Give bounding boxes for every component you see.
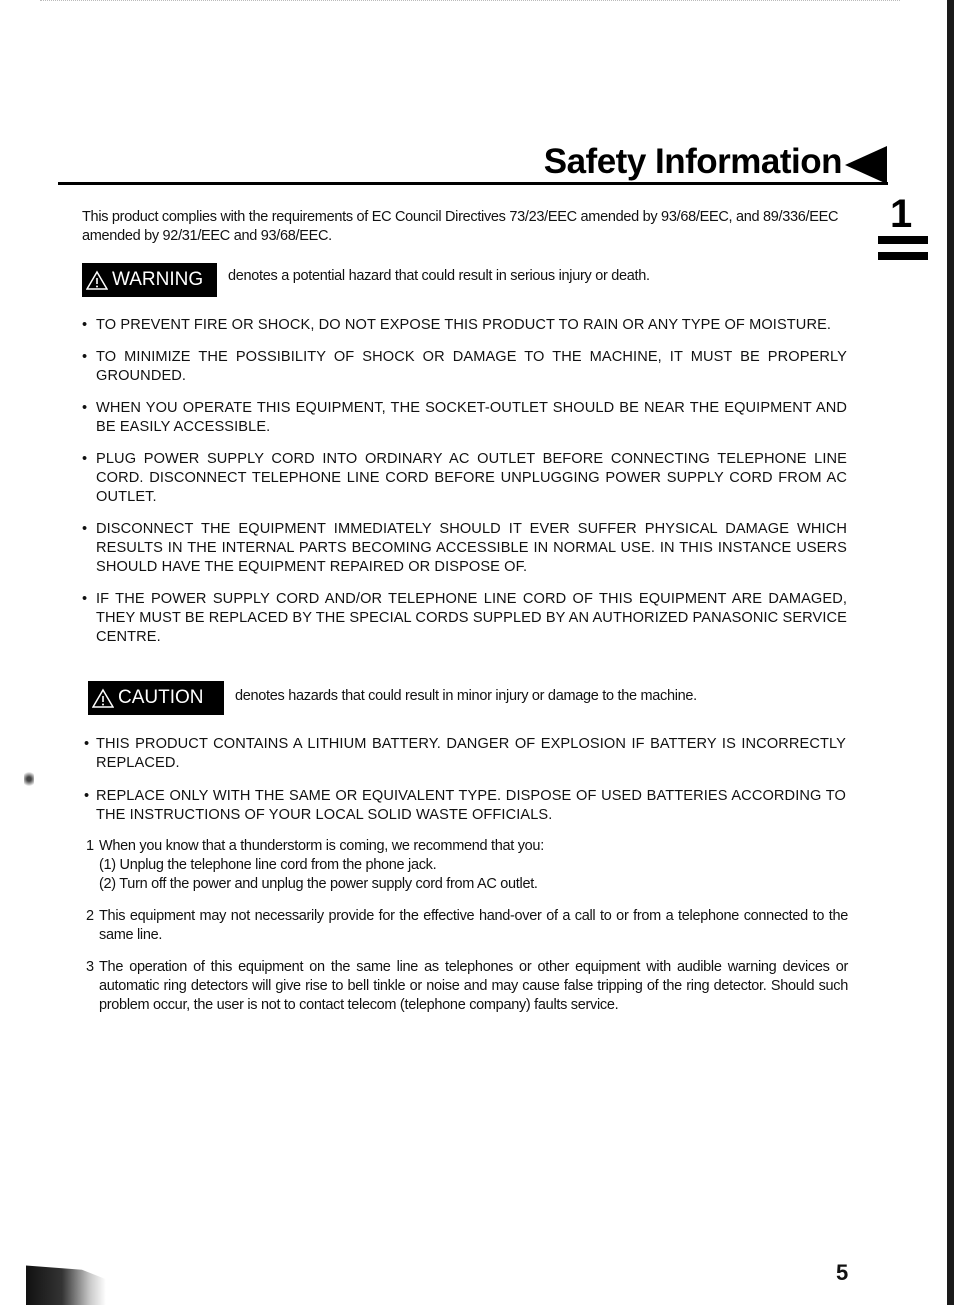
note-item: 3 The operation of this equipment on the same line as telephones or other equipment with audible warning devices or automatic ring detectors will give rise to bell tinkle or noise and may cause false tripping of the ring detector. Should such problem occur, the user is not to contact telecom (telephone company) faults service.	[86, 959, 848, 1013]
page-number: 5	[836, 1260, 849, 1285]
list-item: • PLUG POWER SUPPLY CORD INTO ORDINARY AC OUTLET BEFORE CONNECTING TELEPHONE LINE CORD. DISCONNECT TELEPHONE LINE CORD BEFORE UNPLUGGING POWER SUPPLY CORD FROM AC OUTLET.	[82, 451, 847, 505]
scan-top-edge	[40, 0, 900, 2]
caution-description: denotes hazards that could result in minor injury or damage to the machine.	[235, 688, 697, 704]
scan-smudge	[26, 1262, 106, 1305]
note-item: 2 This equipment may not necessarily provide for the effective hand-over of a call to or from a telephone connected to the same line.	[86, 908, 848, 943]
list-item: • TO MINIMIZE THE POSSIBILITY OF SHOCK OR DAMAGE TO THE MACHINE, IT MUST BE PROPERLY GROUNDED.	[82, 349, 847, 384]
compliance-statement: This product complies with the requirements of EC Council Directives 73/23/EEC amended by 93/68/EEC, and 89/336/EEC amended by 92/31/EEC and 93/68/EEC.	[82, 209, 839, 244]
caution-list	[84, 735, 846, 825]
list-item: • THIS PRODUCT CONTAINS A LITHIUM BATTERY. DANGER OF EXPLOSION IF BATTERY IS INCORRECTLY REPLACED.	[84, 736, 846, 771]
warning-list	[82, 316, 847, 647]
caution-label-text: CAUTION	[118, 687, 204, 708]
title-underline	[58, 182, 888, 185]
warning-description: denotes a potential hazard that could result in serious injury or death.	[228, 268, 650, 284]
list-item: • REPLACE ONLY WITH THE SAME OR EQUIVALENT TYPE. DISPOSE OF USED BATTERIES ACCORDING TO THE INSTRUCTIONS OF YOUR LOCAL SOLID WASTE OFFICIALS.	[84, 788, 846, 823]
page-title: Safety Information	[543, 142, 842, 181]
list-item: • TO PREVENT FIRE OR SHOCK, DO NOT EXPOSE THIS PRODUCT TO RAIN OR ANY TYPE OF MOISTURE.	[82, 317, 832, 333]
title-arrow-icon	[845, 146, 887, 184]
chapter-number: 1	[890, 192, 913, 236]
chapter-bar	[878, 236, 928, 244]
list-item: • IF THE POWER SUPPLY CORD AND/OR TELEPHONE LINE CORD OF THIS EQUIPMENT ARE DAMAGED, THEY MUST BE REPLACED BY THE SPECIAL CORDS SUPPLED BY AN AUTHORIZED PANASONIC SERVICE CENTRE.	[82, 591, 847, 645]
caution-triangle-icon	[92, 688, 114, 708]
warning-label	[82, 263, 217, 297]
caution-label	[88, 681, 224, 715]
list-item: • WHEN YOU OPERATE THIS EQUIPMENT, THE SOCKET-OUTLET SHOULD BE NEAR THE EQUIPMENT AND BE EASILY ACCESSIBLE.	[82, 400, 847, 435]
list-item: • DISCONNECT THE EQUIPMENT IMMEDIATELY SHOULD IT EVER SUFFER PHYSICAL DAMAGE WHICH RESULTS IN THE INTERNAL PARTS BECOMING ACCESSIBLE IN NORMAL USE. IN THIS INSTANCE USERS SHOULD HAVE THE EQUIPMENT REPAIRED OR DISPOSE OF.	[82, 521, 847, 575]
notes-list	[86, 837, 848, 1015]
warning-triangle-icon	[86, 270, 108, 290]
note-item: 1 When you know that a thunderstorm is coming, we recommend that you: (1) Unplug the telephone line cord from the phone jack. (2) Turn off the power and unplug the power supply cord from AC outlet.	[86, 838, 544, 892]
chapter-bar	[878, 252, 928, 260]
scan-right-edge	[947, 0, 954, 1305]
scan-speck	[24, 770, 34, 788]
warning-label-text: WARNING	[112, 269, 204, 290]
